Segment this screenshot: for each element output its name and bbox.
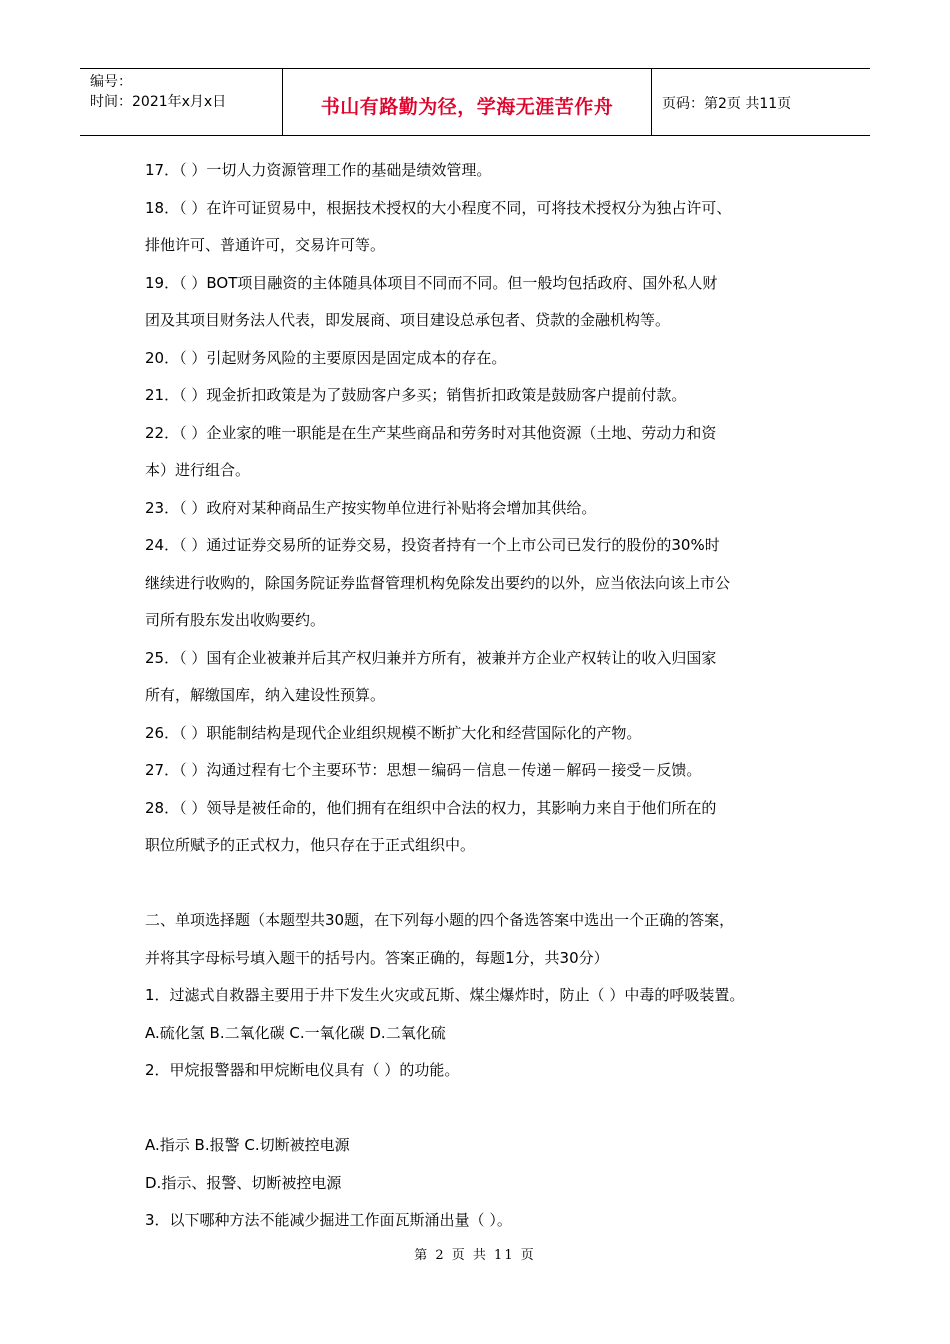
text-line: 排他许可、普通许可，交易许可等。 xyxy=(145,236,386,254)
text-line: 22．（ ）企业家的唯一职能是在生产某些商品和劳务时对其他资源（土地、劳动力和资 xyxy=(145,423,717,442)
text-line: 17．（ ）一切人力资源管理工作的基础是绩效管理。 xyxy=(145,161,492,179)
text-line: 28．（ ）领导是被任命的，他们拥有在组织中合法的权力，其影响力来自于他们所在的 xyxy=(145,798,717,817)
text-line: 继续进行收购的，除国务院证券监督管理机构免除发出要约的以外，应当依法向该上市公 xyxy=(145,573,731,592)
text-line: 27．（ ）沟通过程有七个主要环节：思想－编码－信息－传递－解码－接受－反馈。 xyxy=(145,761,702,779)
header-page-label: 页码：第2页 共11页 xyxy=(662,96,792,112)
text-line: 本）进行组合。 xyxy=(145,461,251,479)
text-line: 所有，解缴国库，纳入建设性预算。 xyxy=(145,686,386,704)
text-line: 24．（ ）通过证券交易所的证券交易，投资者持有一个上市公司已发行的股份的30%时 xyxy=(145,536,720,554)
text-line: 26．（ ）职能制结构是现代企业组织规模不断扩大化和经营国际化的产物。 xyxy=(145,723,642,742)
blank-line xyxy=(145,1090,817,1128)
page-footer: 第 2 页 共 11 页 xyxy=(414,1248,536,1263)
text-line: A.硫化氢 B.二氧化碳 C.一氧化碳 D.二氧化硫 xyxy=(145,1023,446,1042)
text-line: 3．以下哪种方法不能减少掘进工作面瓦斯涌出量（ ）。 xyxy=(145,1211,512,1229)
text-line: 20．（ ）引起财务风险的主要原因是固定成本的存在。 xyxy=(145,348,507,367)
text-line: 并将其字母标号填入题干的括号内。答案正确的，每题1分，共30分） xyxy=(145,948,609,967)
text-line: 司所有股东发出收购要约。 xyxy=(145,611,326,629)
document-body xyxy=(145,152,817,1240)
text-line: 职位所赋予的正式权力，他只存在于正式组织中。 xyxy=(145,836,476,854)
time-label: 时间：2021年x月x日 xyxy=(90,94,227,110)
text-line: 二、单项选择题（本题型共30题，在下列每小题的四个备选答案中选出一个正确的答案， xyxy=(145,911,735,929)
text-line: 25．（ ）国有企业被兼并后其产权归兼并方所有，被兼并方企业产权转让的收入归国家 xyxy=(145,648,717,667)
text-line: 23．（ ）政府对某种商品生产按实物单位进行补贴将会增加其供给。 xyxy=(145,498,597,517)
header-meta xyxy=(80,69,282,135)
text-line: 2．甲烷报警器和甲烷断电仪具有（ ）的功能。 xyxy=(145,1061,460,1079)
text-line: 团及其项目财务法人代表，即发展商、项目建设总承包者、贷款的金融机构等。 xyxy=(145,311,671,329)
text-line: A.指示 B.报警 C.切断被控电源 xyxy=(145,1136,350,1154)
number-label: 编号： xyxy=(90,74,132,90)
header-motto: 书山有路勤为径，学海无涯苦作舟 xyxy=(282,69,652,135)
text-line: 18．（ ）在许可证贸易中，根据技术授权的大小程度不同，可将技术授权分为独占许可、 xyxy=(145,198,732,217)
text-line: 19．（ ）BOT项目融资的主体随具体项目不同而不同。但一般均包括政府、国外私人财 xyxy=(145,273,718,292)
text-line: 1．过滤式自救器主要用于井下发生火灾或瓦斯、煤尘爆炸时，防止（ ）中毒的呼吸装置。 xyxy=(145,986,745,1004)
text-line: 21．（ ）现金折扣政策是为了鼓励客户多买；销售折扣政策是鼓励客户提前付款。 xyxy=(145,386,687,404)
page-header xyxy=(80,68,870,136)
blank-line xyxy=(145,865,817,903)
text-line: D.指示、报警、切断被控电源 xyxy=(145,1173,342,1192)
